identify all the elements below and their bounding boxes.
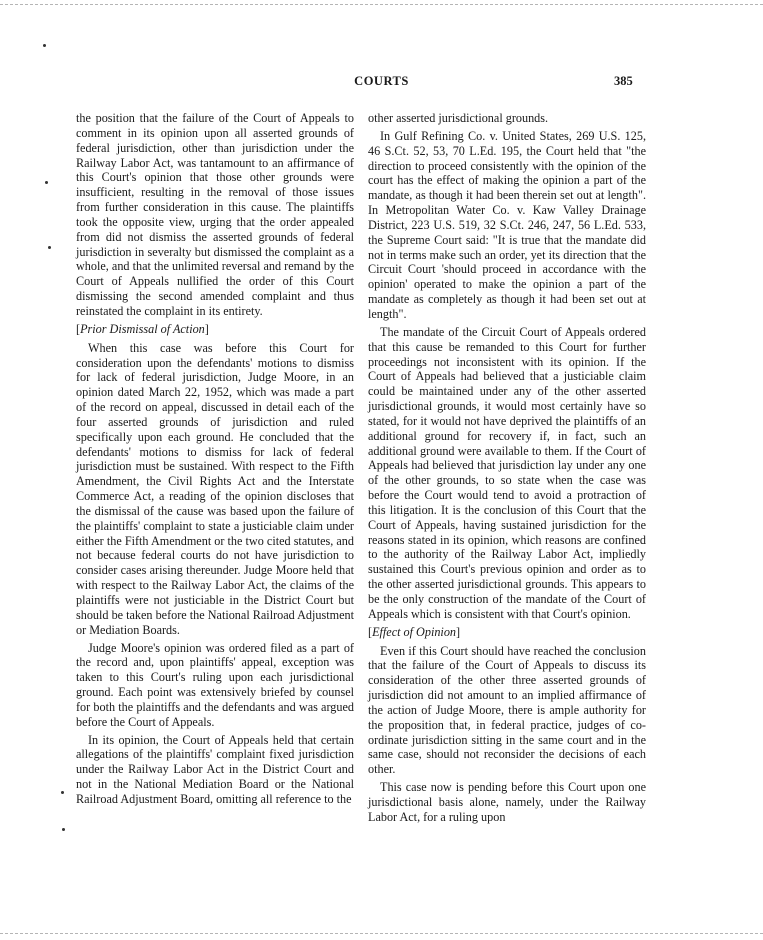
paragraph: Even if this Court should have reached the conclusion that the failure of the Court of Appeals to discuss its consideration of the other three asserted grounds of jurisdiction did not amount to an implied affirmance of the action of Judge Moore, there is ample authority for the proposition that, in federal practice, judges of co-ordinate jurisdiction sitting in the same court and in the same case, should not reconsider the decisions of each other. [368,643,646,777]
page-number: 385 [614,74,633,88]
paragraph: In Gulf Refining Co. v. United States, 269 U.S. 125, 46 S.Ct. 52, 53, 70 L.Ed. 195, the Court held that "the direction to proceed consistently with the opinion of the court has the effect of making the opinion a part of the mandate, as though it had been therein set out at length". In Metropolitan Water Co. v. Kaw Valley Drainage District, 223 U.S. 519, 32 S.Ct. 246, 247, 56 L.Ed. 533, the Supreme Court said: "It is true that the mandate did not in terms make such an order, yet its direction that the Circuit Court 'should proceed in accordance with the opinion' operated to make the opinion a part of the mandate as completely as though it had been set out at length". [368,128,646,321]
left-column [76,111,354,810]
scan-speck [48,246,51,249]
right-column [368,111,646,828]
section-heading: [Effect of Opinion] [368,624,461,639]
paragraph: In its opinion, the Court of Appeals held that certain allegations of the plaintiffs' complaint fixed jurisdiction under the Railway Labor Act in the District Court and not in the National Mediation Board or the National Railroad Adjustment Board, omitting all reference to the [76,732,354,806]
paragraph: When this case was before this Court for consideration upon the defendants' motions to dismiss for lack of federal jurisdiction, Judge Moore, in an opinion dated March 22, 1952, which was made a part of the record on appeal, discussed in detail each of the four asserted grounds of jurisdiction and ruled specifically upon each ground. He concluded that the defendants' motions to dismiss for lack of federal jurisdiction must be sustained. With respect to the Fifth Amendment, the Civil Rights Act and the Interstate Commerce Act, a reading of the opinion discloses that the dismissal of the cause was based upon the failure of the plaintiffs' complaint to state a justiciable claim under either the Fifth Amendment or the two cited statutes, and not because federal courts do not have jurisdiction to consider cases arising thereunder. Judge Moore held that with respect to the Railway Labor Act, the claims of the plaintiffs were not justiciable in the District Court but should be taken before the National Railroad Adjustment or Mediation Boards. [76,340,354,637]
paragraph: Judge Moore's opinion was ordered filed as a part of the record and, upon plaintiffs' appeal, exception was taken to this Court's ruling upon each jurisdictional ground. Each point was extensively briefed by counsel for both the plaintiffs and the defendants and was argued before the Court of Appeals. [76,640,354,729]
paragraph: The mandate of the Circuit Court of Appeals ordered that this cause be remanded to this Court for further proceedings not inconsistent with its opinion. If the Court of Appeals had believed that a justiciable claim could be maintained under any of the other asserted jurisdictional grounds, it would most certainly have so stated, for it would not have deprived the plaintiffs of an additional ground for recovery if, in fact, such an additional ground were available to them. If the Court of Appeals had believed that jurisdiction lay under any one of the other grounds, to so state when the case was before the Court would tend to avoid a protraction of this litigation. It is the conclusion of this Court that the Court of Appeals, having sustained jurisdiction for the reasons stated in its opinion, which reasons are confined to the authority of the Railway Labor Act, impliedly sustained this Court's previous opinion and order as to the other asserted jurisdictional grounds. This appears to be the only construction of the mandate of the Court of Appeals which is consistent with that Court's opinion. [368,324,646,621]
running-header-title: COURTS [354,74,409,88]
scan-speck [61,791,64,794]
scan-speck [45,181,48,184]
section-heading-text: Effect of Opinion [372,624,457,639]
paragraph: This case now is pending before this Court upon one jurisdictional basis alone, namely, under the Railway Labor Act, for a ruling upon [368,780,646,824]
scan-speck [62,828,65,831]
scan-top-rule [0,4,763,5]
scan-bottom-rule [0,933,763,934]
paragraph: other asserted jurisdictional grounds. [368,111,549,125]
paragraph: the position that the failure of the Court of Appeals to comment in its opinion upon all asserted grounds of federal jurisdiction, other than jurisdiction under the Railway Labor Act, was tantamount to an affirmance of this Court's opinion that those other grounds were insufficient, resulting in the removal of those issues from further consideration in this cause. The plaintiffs took the opposite view, urging that the order appealed from did not dismiss the asserted grounds of federal jurisdiction in severalty but dismissed the complaint as a whole, and that the unlimited reversal and remand by the Court of Appeals nullified the order of this Court dismissing the second amended complaint and thus reinstated the complaint in its entirety. [76,111,354,318]
scan-speck [43,44,46,47]
section-heading: [Prior Dismissal of Action] [76,321,209,336]
section-heading-text: Prior Dismissal of Action [80,321,205,336]
